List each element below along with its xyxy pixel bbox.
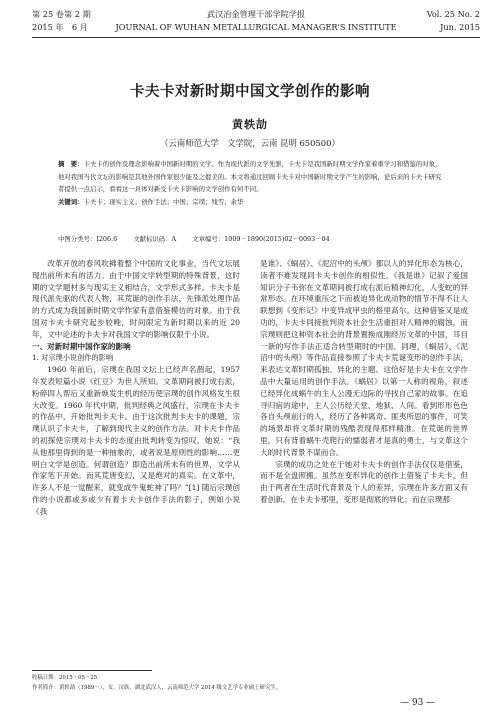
keywords-label: 关键词：	[58, 197, 84, 206]
header-rule	[32, 37, 480, 38]
author-affiliation: （云南师范大学 文学院，云南 昆明 650500）	[160, 138, 340, 148]
paper-title: 卡夫卡对新时期中国文学创作的影响	[130, 84, 370, 100]
volume-info: Vol. 25 No. 2 Jun. 2015	[426, 9, 480, 32]
subsection-heading: 1. 对宗璞小说创作的影响	[32, 353, 114, 363]
body-paragraph: 改革开放的春风吹拂着整个中国的文化事业，当代文坛展现出前所未有的活力。由于中国文学转型期的特殊背景，这时期的文学题材多与现实主义相结合，文学形式多样。卡夫卡是现代派先驱的代表人物，其荒诞的创作手法、先锋派处理作品的方式成为我国新时期文学作家有意借鉴模仿的对象。由于我国对卡夫卡研究起步较晚，时间限定为新时期以来的近 20 年，文中论述的卡夫卡对我国文学的影响仅限于小说。	[32, 259, 240, 339]
section-heading: 一、对新时期中国作家的影响	[32, 341, 131, 351]
body-paragraph: 宗璞的成功之处在于她对卡夫卡的创作手法仅仅是借鉴，而不是全盘照搬。虽然在变形异化的创作上借鉴了卡夫卡，但由于两者在生活时代背景及个人的差异，宗璞在许多方面又有着创新。在卡夫卡那里，变形是彻底的异化；而在宗璞那	[260, 459, 468, 504]
keywords-text: 卡夫卡；现实主义；创作手法；中国；宗璞；残雪；余华	[83, 197, 244, 206]
footnote-rule	[32, 670, 152, 671]
abstract-block	[58, 158, 446, 208]
body-paragraph: 是谁》、《蜗居》、《泥沼中的头颅》都以人的异化形态为核心，读者不难发现同卡夫卡创作的相似性。《我是谁》记叙了爱国知识分子韦弥在文革期间被打成右派后精神幻化，人变蛇的异常形态。在环境重压之下而被迫异化成动物的情节不得不让人联想到《变形记》中变异成甲虫的格里高尔。这种借鉴又是成功的，卡夫卡同接批判资本社会生活重担对人精神的腐蚀，而宗璞则把这种资本社会的背景置换成刚经历文革的中国，耳目一新的写作手法正适合转型期时的中国。同理，《蜗居》、《泥沼中的头颅》等作品直接参照了卡夫卡荒诞变形的创作手法，来表达文革时期孤独、异化的主题。这恰好是卡夫卡在文学作品中大量运用的创作手法。《蜗居》以第一人称的视角，叙述已经异化成蜗牛的主人公漫无边际的寻找自己家的故事。在追寻归宿的途中，主人公历经天堂、地狱、人间。看到形形色色各自头颅前行的人，经历了各种离奇、匪夷所思的事件，可笑的场景却将文革时期的残酷表现得那样精准。在荒诞的世界里，只有背着蜗牛壳爬行的懦弱者才是真的勇士，与文革这个大的时代背景不谋而合。	[260, 259, 468, 457]
body-column-right	[260, 258, 468, 506]
keywords-line	[58, 196, 446, 209]
journal-header	[32, 8, 480, 36]
abstract-paragraph	[58, 158, 446, 196]
issue-info: 第 25 卷第 2 期 2015 年 6 月	[32, 9, 91, 32]
abstract-text: 卡夫卡的创作及理念影响着中国新时期的文学。作为现代派的文学先驱，卡夫卡是我国新时期文学作家着重学习和借鉴的对象，他对我国当代文坛的影响是其他外国作家很少能及之媲美的。本文将通过回顾卡夫卡对中国新时期文学产生的影响，论后来的卡夫卡研究者提供一点启示，看看这一具体对新受卡夫卡影响的文学创作有何不同。	[58, 160, 442, 194]
article-number: 文章编号：1009－1890(2015)02－0093－04	[192, 235, 330, 243]
body-paragraph: 1960 年前后，宗璞在我国文坛上已经声名鹊起，1957 年发表短篇小说《红豆》为世人所知。文革期间被打成右派，粉碎四人帮后又重新焕发生机的经历使宗璞的创作风格发生很大改变。1960 年代中期，批判经典之风盛行，宗璞在卡夫卡的作品中，开始批判卡夫卡。由于这次批判卡夫卡的课题，宗璞认识了卡夫卡，了解到现代主义的创作方法。对卡夫卡作品的初探使宗璞对卡夫卡的态度由批判转变为惊叹，她说：“我从他那里得到的是一种抽象的，或者说是原则性的影响……更明白文学是创造。何谓创造？即造出前所未有的世界，文学从作家笔下开始。而其荒唐变幻，又是绝对的真实。在文革中，许多人不是一觉醒来，就变成牛鬼蛇神了吗？”[1] 随后宗璞创作的小说都或多或少有着卡夫卡创作手法的影子，例如小说《我	[32, 365, 240, 516]
abstract-label: 摘 要：	[58, 160, 84, 168]
document-code: 文献标识码：A	[133, 235, 177, 243]
classification-line	[58, 233, 458, 245]
received-date: 收稿日期：2015－05－25	[32, 675, 98, 681]
author-name: 黄轶劼	[232, 118, 268, 131]
author-bio: 作者简介：黄轶劼（1989－），女，汉族，湖北武汉人，云南师范大学 2014 级文艺学专业硕士研究生。	[32, 685, 282, 691]
page-number: — 93 —	[400, 698, 436, 708]
journal-name: 武汉冶金管理干部学院学报 JOURNAL OF WUHAN METALLURGICAL MANAGER'S INSTITUTE	[115, 9, 397, 32]
footnote-block	[32, 670, 480, 693]
body-column-left	[32, 258, 240, 518]
clc-number: 中图分类号：I206.6	[58, 235, 118, 243]
